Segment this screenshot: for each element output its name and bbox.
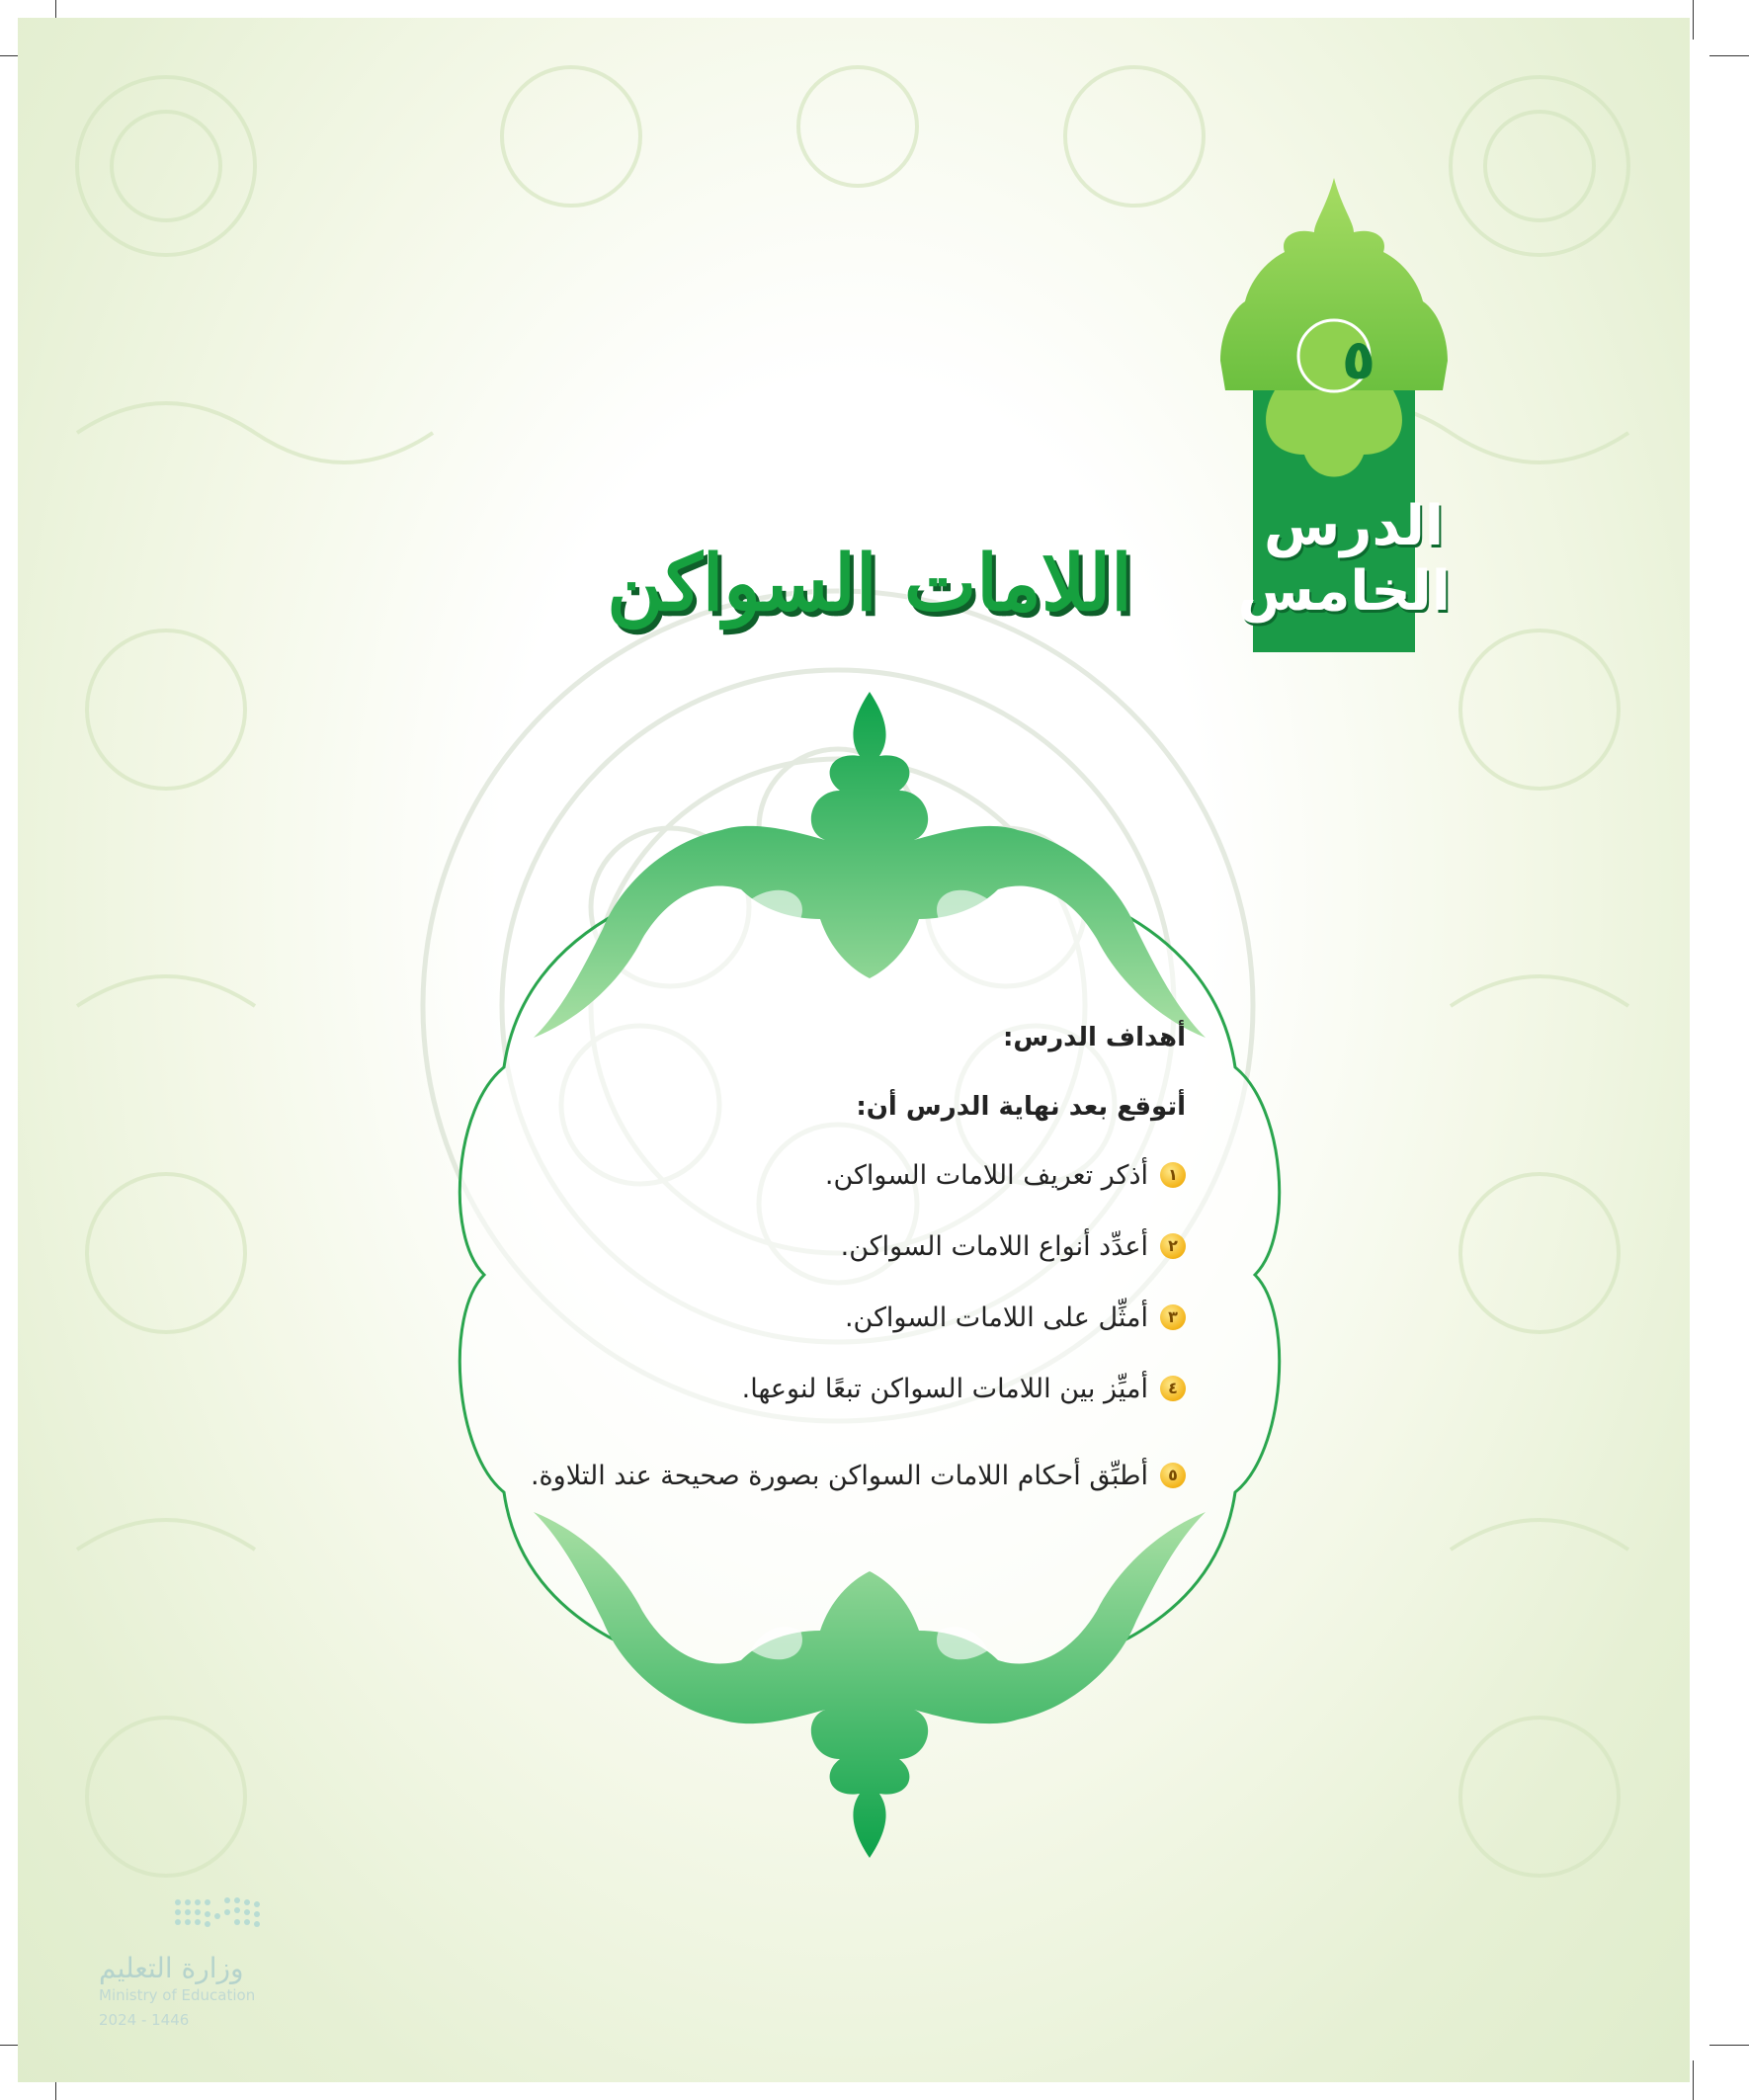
ministry-year: 2024 - 1446	[99, 2011, 190, 2029]
crop-mark	[1693, 0, 1694, 40]
crop-mark	[1709, 55, 1749, 56]
objectives-heading: أهداف الدرس:	[1002, 1023, 1186, 1052]
crop-mark	[1709, 2045, 1749, 2046]
lesson-label-line2: الخامس	[1237, 559, 1451, 624]
objective-text: أذكر تعريف اللامات السواكن.	[824, 1160, 1148, 1191]
objective-number: ٥	[1160, 1463, 1186, 1488]
objective-text: أعدِّد أنواع اللامات السواكن.	[840, 1231, 1148, 1262]
objective-number: ٤	[1160, 1376, 1186, 1401]
objective-item	[514, 1156, 1186, 1196]
lesson-number: ٥	[1341, 328, 1376, 392]
objectives	[514, 1018, 1186, 1544]
ministry-name-english: Ministry of Education	[99, 1986, 256, 2004]
crop-mark	[1693, 2060, 1694, 2100]
ministry-name-arabic: وزارة التعليم	[99, 1952, 244, 1984]
lesson-label	[1237, 494, 1451, 625]
objective-text: أطبِّق أحكام اللامات السواكن بصورة صحيحة عند التلاوة.	[530, 1461, 1148, 1491]
lesson-label-line1: الدرس	[1263, 494, 1445, 558]
objective-item	[514, 1227, 1186, 1267]
objectives-intro: أتوقع بعد نهاية الدرس أن:	[856, 1092, 1186, 1122]
objective-number: ١	[1160, 1162, 1186, 1188]
objective-text: أميِّز بين اللامات السواكن تبعًا لنوعها.	[741, 1374, 1148, 1404]
objective-number: ٣	[1160, 1304, 1186, 1330]
objective-number: ٢	[1160, 1233, 1186, 1259]
page-title: اللامات السواكن	[607, 539, 1132, 629]
objective-item	[514, 1370, 1186, 1409]
objective-item	[514, 1441, 1186, 1512]
objective-item	[514, 1299, 1186, 1338]
objective-text: أمثِّل على اللامات السواكن.	[844, 1302, 1148, 1333]
